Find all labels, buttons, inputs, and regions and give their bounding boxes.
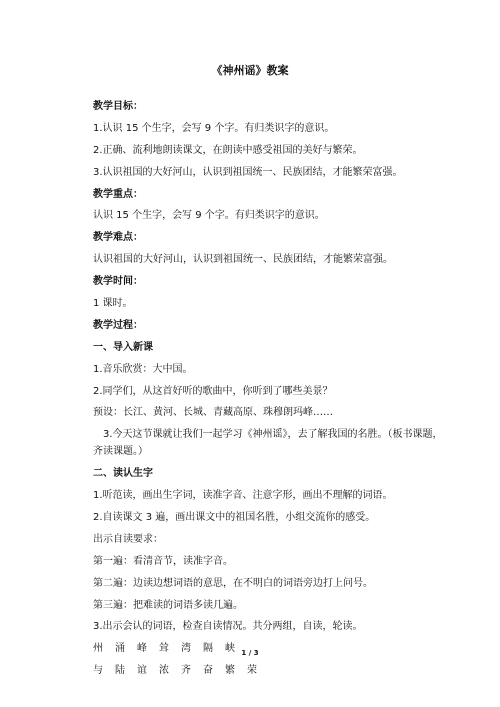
character: 谊	[137, 665, 147, 677]
page-number: 1 / 3	[241, 649, 259, 657]
subsection-heading-intro: 一、导入新课	[93, 341, 153, 353]
reading-line-6: 第三遍：把难读的词语多读几遍。	[93, 599, 243, 611]
character: 州	[93, 643, 103, 655]
section-heading-key-points: 教学重点：	[93, 188, 143, 200]
intro-line-4: 3.今天这节课就让我们一起学习《神州谣》，去了解我国的名胜。（板书课题，	[103, 429, 443, 441]
intro-line-2: 2.同学们，从这首好听的歌曲中，你听到了哪些美景？	[93, 385, 333, 397]
intro-line-4-continued: 齐读课题。）	[93, 446, 148, 458]
difficulty-line: 认识祖国的大好河山，认识到祖国统一、民族团结，才能繁荣富强。	[93, 254, 393, 266]
character: 荣	[247, 665, 257, 677]
character: 耸	[159, 643, 169, 655]
reading-line-2: 2.自读课文 3 遍，画出课文中的祖国名胜，小组交流你的感受。	[93, 512, 376, 524]
section-heading-difficulties: 教学难点：	[93, 232, 143, 244]
section-heading-time: 教学时间：	[93, 276, 143, 288]
character: 与	[93, 665, 103, 677]
character: 陆	[115, 665, 125, 677]
goal-line-3: 3.认识祖国的大好河山，认识到祖国统一、民族团结，才能繁荣富强。	[93, 166, 403, 178]
character: 繁	[225, 665, 235, 677]
intro-line-3: 预设：长江、黄河、长城、青藏高原、珠穆朗玛峰……	[93, 407, 333, 419]
reading-line-4: 第一遍：看清音节，读准字音。	[93, 555, 233, 567]
character: 奋	[203, 665, 213, 677]
reading-line-5: 第二遍：边读边想词语的意思，在不明白的词语旁边打上问号。	[93, 577, 373, 589]
goal-line-1: 1.认识 15 个生字，会写 9 个字。有归类识字的意识。	[93, 122, 335, 134]
character: 湾	[181, 643, 191, 655]
character: 齐	[181, 665, 191, 677]
reading-line-7: 3.出示会认的词语，检查自读情况。共分两组，自读，轮读。	[93, 621, 363, 633]
key-point-line: 认识 15 个生字，会写 9 个字。有归类识字的意识。	[93, 210, 325, 222]
document-body	[93, 100, 443, 686]
character: 浓	[159, 665, 169, 677]
character: 峡	[225, 643, 235, 655]
character-row-2	[93, 664, 423, 677]
document-title: 《神州谣》教案	[211, 64, 289, 77]
time-line: 1 课时。	[93, 298, 133, 310]
reading-line-1: 1.听范读，画出生字词，读准字音、注意字形，画出不理解的词语。	[93, 490, 393, 502]
character: 隔	[203, 643, 213, 655]
section-heading-process: 教学过程：	[93, 319, 143, 331]
goal-line-2: 2.正确、流利地朗读课文，在朗读中感受祖国的美好与繁荣。	[93, 144, 363, 156]
section-heading-goals: 教学目标：	[93, 101, 143, 112]
character: 峰	[137, 643, 147, 655]
intro-line-1: 1.音乐欣赏：大中国。	[93, 363, 193, 375]
character: 涌	[115, 643, 125, 655]
subsection-heading-reading: 二、读认生字	[93, 468, 153, 480]
reading-line-3: 出示自读要求：	[93, 533, 163, 545]
